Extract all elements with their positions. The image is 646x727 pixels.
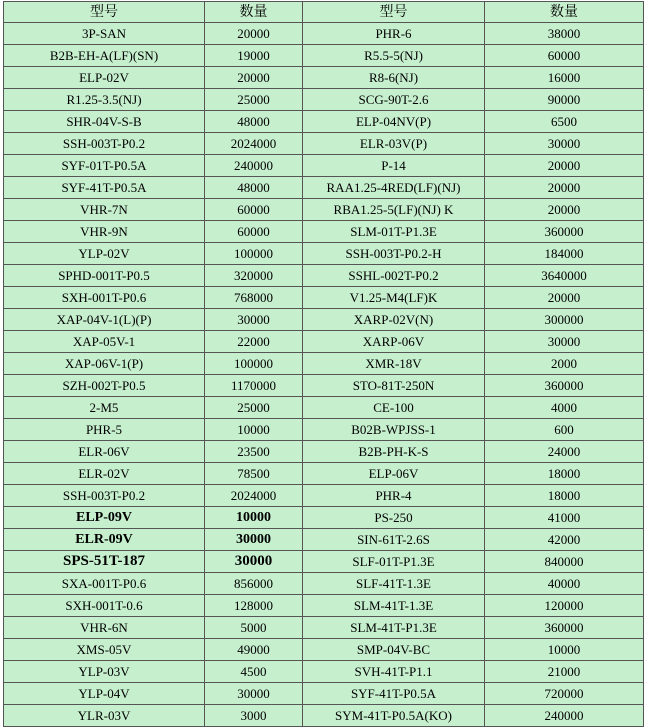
table-row <box>4 661 644 683</box>
cell-model-1[interactable]: YLR-03V <box>4 705 205 727</box>
cell-quantity-2[interactable]: 16000 <box>485 67 644 89</box>
cell-model-2[interactable]: SLF-01T-P1.3E <box>303 551 485 573</box>
table-row <box>4 221 644 243</box>
cell-quantity-1[interactable]: 25000 <box>205 89 303 111</box>
table-body <box>4 23 644 727</box>
cell-quantity-1[interactable]: 4500 <box>205 661 303 683</box>
cell-model-1[interactable]: B2B-EH-A(LF)(SN) <box>4 45 205 67</box>
table-row <box>4 331 644 353</box>
cell-model-2[interactable]: P-14 <box>303 155 485 177</box>
cell-quantity-1[interactable]: 25000 <box>205 397 303 419</box>
cell-model-2[interactable]: STO-81T-250N <box>303 375 485 397</box>
cell-model-1[interactable]: ELP-02V <box>4 67 205 89</box>
cell-model-2[interactable]: SLM-41T-P1.3E <box>303 617 485 639</box>
cell-model-1[interactable]: SHR-04V-S-B <box>4 111 205 133</box>
cell-quantity-2[interactable]: 40000 <box>485 573 644 595</box>
table-row <box>4 705 644 727</box>
cell-model-2[interactable]: B2B-PH-K-S <box>303 441 485 463</box>
cell-quantity-2[interactable]: 360000 <box>485 617 644 639</box>
table-row <box>4 595 644 617</box>
table-row <box>4 463 644 485</box>
cell-model-1[interactable]: SZH-002T-P0.5 <box>4 375 205 397</box>
cell-model-1[interactable]: XAP-05V-1 <box>4 331 205 353</box>
table-row <box>4 45 644 67</box>
cell-model-2[interactable]: SLM-41T-1.3E <box>303 595 485 617</box>
cell-quantity-2[interactable]: 90000 <box>485 89 644 111</box>
cell-model-2[interactable]: B02B-WPJSS-1 <box>303 419 485 441</box>
cell-model-2[interactable]: SSHL-002T-P0.2 <box>303 265 485 287</box>
cell-model-1[interactable]: ELR-02V <box>4 463 205 485</box>
table-row <box>4 617 644 639</box>
cell-quantity-1[interactable]: 30000 <box>205 551 303 573</box>
cell-model-1[interactable]: SSH-003T-P0.2 <box>4 485 205 507</box>
table-row <box>4 397 644 419</box>
cell-quantity-1[interactable]: 1170000 <box>205 375 303 397</box>
table-row <box>4 441 644 463</box>
cell-model-2[interactable]: PS-250 <box>303 507 485 529</box>
cell-quantity-1[interactable]: 20000 <box>205 67 303 89</box>
cell-quantity-1[interactable]: 10000 <box>205 419 303 441</box>
cell-quantity-1[interactable]: 30000 <box>205 683 303 705</box>
cell-quantity-1[interactable]: 320000 <box>205 265 303 287</box>
cell-quantity-2[interactable]: 120000 <box>485 595 644 617</box>
table-row <box>4 551 644 573</box>
cell-quantity-2[interactable]: 4000 <box>485 397 644 419</box>
cell-quantity-1[interactable]: 30000 <box>205 309 303 331</box>
cell-quantity-1[interactable]: 60000 <box>205 199 303 221</box>
cell-quantity-2[interactable]: 20000 <box>485 199 644 221</box>
cell-quantity-2[interactable]: 38000 <box>485 23 644 45</box>
cell-quantity-2[interactable]: 18000 <box>485 463 644 485</box>
cell-quantity-2[interactable]: 20000 <box>485 177 644 199</box>
cell-model-1[interactable]: 2-M5 <box>4 397 205 419</box>
cell-quantity-2[interactable]: 600 <box>485 419 644 441</box>
cell-model-1[interactable]: R1.25-3.5(NJ) <box>4 89 205 111</box>
cell-model-1[interactable]: PHR-5 <box>4 419 205 441</box>
cell-model-2[interactable]: XARP-06V <box>303 331 485 353</box>
cell-model-1[interactable]: SPHD-001T-P0.5 <box>4 265 205 287</box>
table-row <box>4 133 644 155</box>
cell-quantity-2[interactable]: 20000 <box>485 155 644 177</box>
cell-model-1[interactable]: YLP-02V <box>4 243 205 265</box>
cell-quantity-2[interactable]: 720000 <box>485 683 644 705</box>
cell-quantity-1[interactable]: 2024000 <box>205 485 303 507</box>
cell-model-1[interactable]: VHR-9N <box>4 221 205 243</box>
table-row <box>4 89 644 111</box>
cell-quantity-1[interactable]: 3000 <box>205 705 303 727</box>
table-row <box>4 199 644 221</box>
cell-model-1[interactable]: ELR-09V <box>4 529 205 551</box>
cell-model-1[interactable]: SYF-01T-P0.5A <box>4 155 205 177</box>
cell-quantity-2[interactable]: 24000 <box>485 441 644 463</box>
cell-model-2[interactable]: XMR-18V <box>303 353 485 375</box>
cell-model-1[interactable]: SXH-001T-P0.6 <box>4 287 205 309</box>
cell-quantity-2[interactable]: 42000 <box>485 529 644 551</box>
cell-quantity-2[interactable]: 20000 <box>485 287 644 309</box>
cell-quantity-2[interactable]: 60000 <box>485 45 644 67</box>
cell-model-1[interactable]: SXH-001T-0.6 <box>4 595 205 617</box>
cell-quantity-2[interactable]: 21000 <box>485 661 644 683</box>
cell-model-2[interactable]: RBA1.25-5(LF)(NJ) K <box>303 199 485 221</box>
cell-quantity-1[interactable]: 30000 <box>205 529 303 551</box>
cell-quantity-2[interactable]: 360000 <box>485 221 644 243</box>
cell-model-2[interactable]: V1.25-M4(LF)K <box>303 287 485 309</box>
cell-quantity-2[interactable]: 360000 <box>485 375 644 397</box>
header-model-2[interactable]: 型号 <box>303 2 485 23</box>
table-row <box>4 375 644 397</box>
header-quantity-2[interactable]: 数量 <box>485 2 644 23</box>
cell-model-1[interactable]: XMS-05V <box>4 639 205 661</box>
header-row <box>4 2 644 23</box>
table-row <box>4 111 644 133</box>
cell-quantity-2[interactable]: 2000 <box>485 353 644 375</box>
cell-quantity-2[interactable]: 30000 <box>485 331 644 353</box>
cell-model-2[interactable]: CE-100 <box>303 397 485 419</box>
table-row <box>4 309 644 331</box>
cell-quantity-2[interactable]: 6500 <box>485 111 644 133</box>
cell-quantity-2[interactable]: 184000 <box>485 243 644 265</box>
cell-model-1[interactable]: YLP-03V <box>4 661 205 683</box>
cell-quantity-1[interactable]: 240000 <box>205 155 303 177</box>
cell-model-1[interactable]: SPS-51T-187 <box>4 551 205 573</box>
header-quantity-1[interactable]: 数量 <box>205 2 303 23</box>
cell-quantity-1[interactable]: 100000 <box>205 243 303 265</box>
cell-model-1[interactable]: VHR-7N <box>4 199 205 221</box>
cell-model-2[interactable]: SMP-04V-BC <box>303 639 485 661</box>
table-row <box>4 23 644 45</box>
cell-quantity-1[interactable]: 49000 <box>205 639 303 661</box>
cell-quantity-2[interactable]: 300000 <box>485 309 644 331</box>
cell-model-2[interactable]: SVH-41T-P1.1 <box>303 661 485 683</box>
cell-model-2[interactable]: PHR-4 <box>303 485 485 507</box>
cell-quantity-2[interactable]: 18000 <box>485 485 644 507</box>
cell-model-2[interactable]: SCG-90T-2.6 <box>303 89 485 111</box>
cell-quantity-1[interactable]: 2024000 <box>205 133 303 155</box>
cell-quantity-1[interactable]: 60000 <box>205 221 303 243</box>
table-row <box>4 507 644 529</box>
table-row <box>4 155 644 177</box>
cell-quantity-2[interactable]: 30000 <box>485 133 644 155</box>
cell-quantity-2[interactable]: 240000 <box>485 705 644 727</box>
table-row <box>4 683 644 705</box>
cell-quantity-1[interactable]: 19000 <box>205 45 303 67</box>
cell-model-2[interactable]: SLM-01T-P1.3E <box>303 221 485 243</box>
table-row <box>4 265 644 287</box>
cell-model-1[interactable]: ELP-09V <box>4 507 205 529</box>
cell-model-1[interactable]: VHR-6N <box>4 617 205 639</box>
cell-quantity-2[interactable]: 41000 <box>485 507 644 529</box>
cell-quantity-1[interactable]: 10000 <box>205 507 303 529</box>
table-row <box>4 177 644 199</box>
cell-quantity-1[interactable]: 856000 <box>205 573 303 595</box>
cell-quantity-1[interactable]: 22000 <box>205 331 303 353</box>
cell-model-1[interactable]: SYF-41T-P0.5A <box>4 177 205 199</box>
cell-model-1[interactable]: SSH-003T-P0.2 <box>4 133 205 155</box>
table-row <box>4 353 644 375</box>
cell-model-1[interactable]: YLP-04V <box>4 683 205 705</box>
cell-model-2[interactable]: SIN-61T-2.6S <box>303 529 485 551</box>
cell-quantity-2[interactable]: 840000 <box>485 551 644 573</box>
table-row <box>4 639 644 661</box>
cell-quantity-2[interactable]: 10000 <box>485 639 644 661</box>
cell-model-2[interactable]: R5.5-5(NJ) <box>303 45 485 67</box>
cell-model-2[interactable]: RAA1.25-4RED(LF)(NJ) <box>303 177 485 199</box>
cell-model-2[interactable]: XARP-02V(N) <box>303 309 485 331</box>
cell-quantity-1[interactable]: 768000 <box>205 287 303 309</box>
table-row <box>4 529 644 551</box>
inventory-table <box>3 1 644 727</box>
cell-quantity-1[interactable]: 100000 <box>205 353 303 375</box>
cell-model-2[interactable]: ELR-03V(P) <box>303 133 485 155</box>
cell-model-1[interactable]: 3P-SAN <box>4 23 205 45</box>
cell-model-1[interactable]: ELR-06V <box>4 441 205 463</box>
table-row <box>4 287 644 309</box>
table-row <box>4 419 644 441</box>
cell-model-2[interactable]: SYM-41T-P0.5A(KO) <box>303 705 485 727</box>
table-row <box>4 243 644 265</box>
cell-model-2[interactable]: SYF-41T-P0.5A <box>303 683 485 705</box>
cell-quantity-1[interactable]: 20000 <box>205 23 303 45</box>
cell-model-2[interactable]: SSH-003T-P0.2-H <box>303 243 485 265</box>
cell-quantity-1[interactable]: 128000 <box>205 595 303 617</box>
cell-quantity-1[interactable]: 48000 <box>205 177 303 199</box>
cell-model-1[interactable]: SXA-001T-P0.6 <box>4 573 205 595</box>
cell-model-1[interactable]: XAP-06V-1(P) <box>4 353 205 375</box>
cell-model-2[interactable]: SLF-41T-1.3E <box>303 573 485 595</box>
table-row <box>4 573 644 595</box>
header-model-1[interactable]: 型号 <box>4 2 205 23</box>
cell-quantity-1[interactable]: 48000 <box>205 111 303 133</box>
cell-quantity-1[interactable]: 78500 <box>205 463 303 485</box>
cell-model-1[interactable]: XAP-04V-1(L)(P) <box>4 309 205 331</box>
cell-quantity-1[interactable]: 5000 <box>205 617 303 639</box>
table-row <box>4 485 644 507</box>
cell-model-2[interactable]: PHR-6 <box>303 23 485 45</box>
cell-model-2[interactable]: ELP-04NV(P) <box>303 111 485 133</box>
cell-quantity-2[interactable]: 3640000 <box>485 265 644 287</box>
cell-model-2[interactable]: ELP-06V <box>303 463 485 485</box>
cell-model-2[interactable]: R8-6(NJ) <box>303 67 485 89</box>
cell-quantity-1[interactable]: 23500 <box>205 441 303 463</box>
table-row <box>4 67 644 89</box>
